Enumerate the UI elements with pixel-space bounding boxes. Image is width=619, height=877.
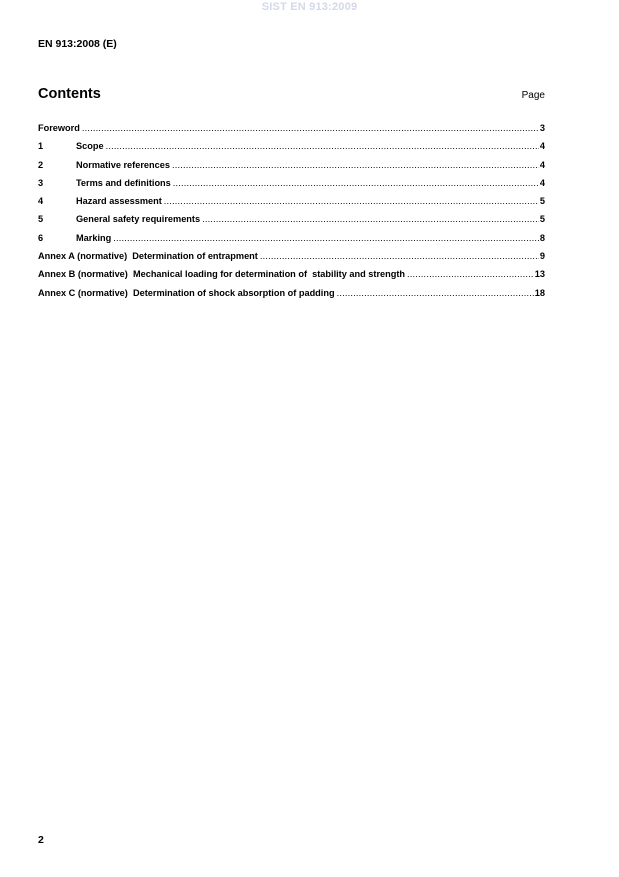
toc-dot-leader bbox=[407, 269, 534, 279]
toc-entry-page: 5 bbox=[539, 214, 545, 225]
toc-entry-normative-references[interactable] bbox=[38, 160, 545, 178]
toc-dot-leader bbox=[106, 141, 539, 151]
toc-entry-page: 8 bbox=[539, 232, 545, 243]
toc-dot-leader bbox=[202, 214, 539, 224]
toc-entry-page: 4 bbox=[539, 141, 545, 152]
toc-entry-page: 9 bbox=[539, 251, 545, 262]
toc-entry-page: 13 bbox=[534, 269, 545, 280]
toc-entry-number: 3 bbox=[38, 177, 44, 188]
toc-entry-hazard-assessment[interactable] bbox=[38, 196, 545, 214]
toc-entry-title: Annex C (normative) Determination of shock absorption of padding bbox=[38, 287, 335, 298]
toc-entry-page: 4 bbox=[539, 159, 545, 170]
toc-entry-page: 3 bbox=[539, 123, 545, 133]
toc-entry-annex-b[interactable] bbox=[38, 269, 545, 287]
toc-entry-number: 4 bbox=[38, 196, 44, 207]
toc-entry-scope[interactable] bbox=[38, 141, 545, 159]
toc-entry-foreword[interactable] bbox=[38, 123, 545, 141]
toc-entry-marking[interactable] bbox=[38, 233, 545, 251]
toc-entry-title: Foreword bbox=[38, 123, 80, 133]
toc-dot-leader bbox=[172, 160, 539, 170]
toc-entry-general-safety-requirements[interactable] bbox=[38, 214, 545, 232]
toc-entry-annex-a[interactable] bbox=[38, 251, 545, 269]
contents-heading: Contents bbox=[38, 86, 101, 102]
document-id: EN 913:2008 (E) bbox=[38, 38, 117, 50]
toc-entry-number: 1 bbox=[38, 141, 44, 152]
toc-dot-leader bbox=[173, 178, 539, 188]
toc-entry-page: 4 bbox=[539, 177, 545, 188]
toc-entry-page: 5 bbox=[539, 196, 545, 207]
toc-entry-terms-and-definitions[interactable] bbox=[38, 178, 545, 196]
table-of-contents bbox=[38, 123, 545, 306]
toc-entry-number: 5 bbox=[38, 214, 44, 225]
toc-entry-number: 2 bbox=[38, 159, 44, 170]
toc-entry-title: General safety requirements bbox=[76, 214, 201, 225]
toc-entry-title: Hazard assessment bbox=[76, 196, 162, 207]
toc-entry-title: Scope bbox=[76, 141, 104, 152]
toc-dot-leader bbox=[337, 288, 534, 298]
toc-entry-title: Marking bbox=[76, 232, 112, 243]
toc-entry-title: Terms and definitions bbox=[76, 177, 171, 188]
toc-entry-title: Normative references bbox=[76, 159, 170, 170]
toc-dot-leader bbox=[260, 251, 539, 261]
toc-entry-title: Annex B (normative) Mechanical loading for determination of stability and strength bbox=[38, 269, 406, 280]
toc-entry-annex-c[interactable] bbox=[38, 288, 545, 306]
toc-entry-page: 18 bbox=[534, 287, 545, 298]
watermark-text: SIST EN 913:2009 bbox=[261, 1, 358, 13]
toc-dot-leader bbox=[82, 123, 539, 133]
toc-entry-number: 6 bbox=[38, 232, 44, 243]
toc-dot-leader bbox=[164, 196, 539, 206]
footer-page-number: 2 bbox=[38, 834, 44, 846]
toc-dot-leader bbox=[113, 233, 539, 243]
toc-entry-title: Annex A (normative) Determination of entrapment bbox=[38, 251, 258, 262]
page-column-label: Page bbox=[521, 90, 545, 101]
